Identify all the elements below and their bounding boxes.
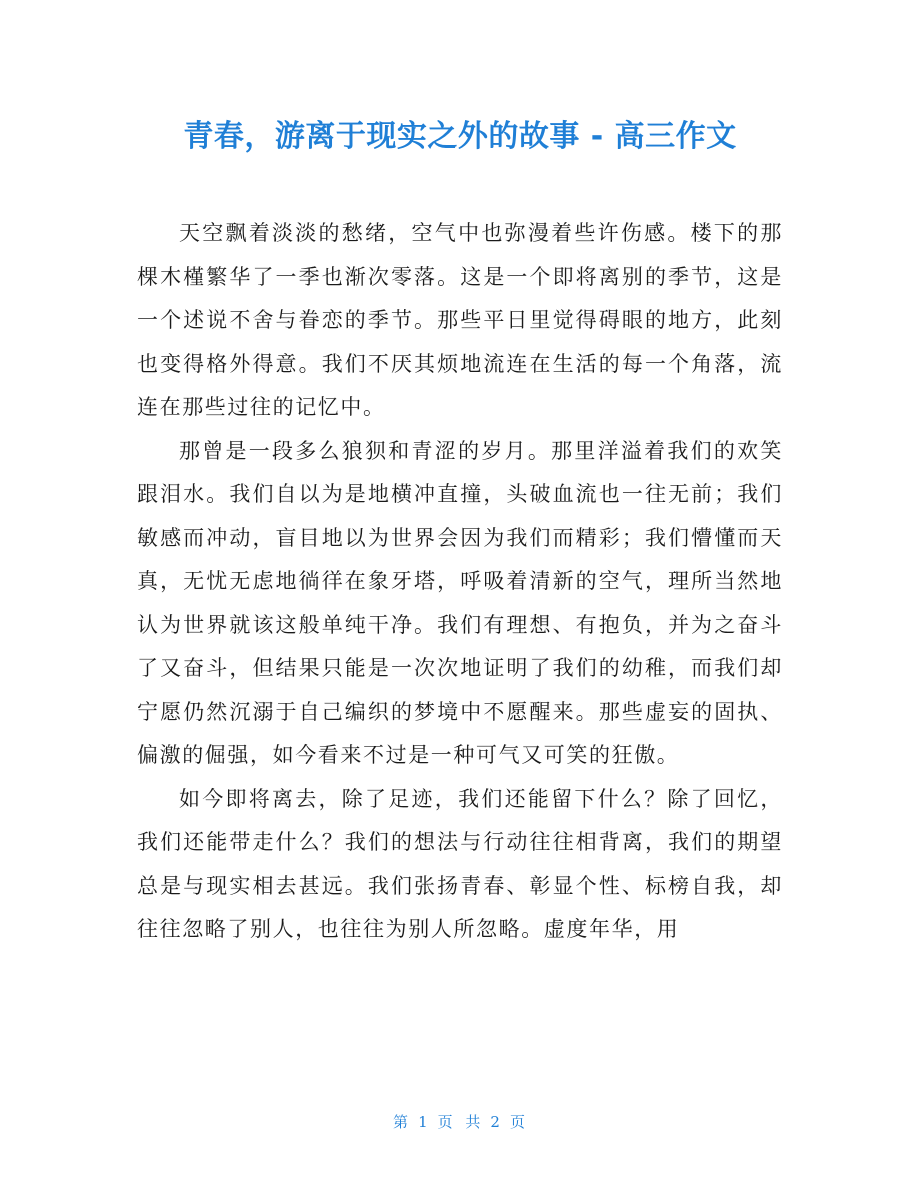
- document-body: [137, 212, 783, 952]
- paragraph-2: 那曾是一段多么狼狈和青涩的岁月。那里洋溢着我们的欢笑跟泪水。我们自以为是地横冲直撞，头破血流也一往无前；我们敏感而冲动，盲目地以为世界会因为我们而精彩；我们懵懂而天真，无忧无虑地徜徉在象牙塔，呼吸着清新的空气，理所当然地认为世界就该这般单纯干净。我们有理想、有抱负，并为之奋斗了又奋斗，但结果只能是一次次地证明了我们的幼稚，而我们却宁愿仍然沉溺于自己编织的梦境中不愿醒来。那些虚妄的固执、偏激的倔强，如今看来不过是一种可气又可笑的狂傲。: [137, 438, 783, 767]
- footer-suffix: 页: [509, 1113, 527, 1131]
- document-title: 青春，游离于现实之外的故事 - 高三作文: [183, 119, 737, 154]
- footer-page-number: 1: [418, 1113, 430, 1131]
- page-footer: [0, 1111, 920, 1132]
- footer-total-pages: 2: [490, 1113, 502, 1131]
- paragraph-3: 如今即将离去，除了足迹，我们还能留下什么？除了回忆，我们还能带走什么？我们的想法与行动往往相背离，我们的期望总是与现实相去甚远。我们张扬青春、彰显个性、标榜自我，却往往忽略了别人，也往往为别人所忽略。虚度年华，用: [137, 786, 783, 941]
- footer-middle: 页 共: [437, 1113, 483, 1131]
- footer-prefix: 第: [393, 1113, 411, 1131]
- paragraph-1: 天空飘着淡淡的愁绪，空气中也弥漫着些许伤感。楼下的那棵木槿繁华了一季也渐次零落。这是一个即将离别的季节，这是一个述说不舍与眷恋的季节。那些平日里觉得碍眼的地方，此刻也变得格外得意。我们不厌其烦地流连在生活的每一个角落，流连在那些过往的记忆中。: [137, 221, 783, 419]
